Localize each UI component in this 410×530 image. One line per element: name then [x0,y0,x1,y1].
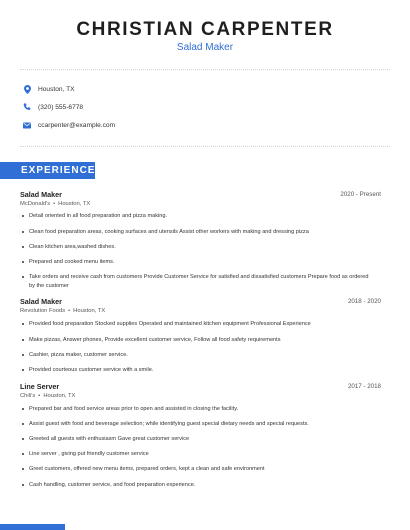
job-bullet: Assist guest with food and beverage selection; while identifying guest special dietary needs and special requests. [22,420,372,429]
job-bullet: Take orders and receive cash from customers Provide Customer Service for satisfied and dissatisfied customers Prepare food as ordered by the customer [22,273,372,291]
mail-icon [22,119,32,131]
job-bullet: Cashier, pizza maker, customer service. [22,351,372,360]
separator-dot: • [68,308,71,314]
contact-location-text: Houston, TX [38,85,75,93]
separator-dot: • [53,201,56,207]
job-bullet: Cash handling, customer service, and food preparation experience. [22,481,372,490]
job-title: Salad Maker [20,190,62,199]
job-bullet: Provided courteous customer service with a smile. [22,366,372,375]
job-dates: 2020 - Present [340,191,381,198]
job-bullet: Make pizzas, Answer phones, Provide excellent customer service, Follow all food safety requirements [22,336,372,345]
job-bullet: Provided food preparation Stocked supplies Operated and maintained kitchen equipment Professional Experience [22,320,372,329]
contact-location [22,82,75,96]
job-bullet: Clean kitchen area,washed dishes. [22,243,372,252]
contact-phone [22,100,83,114]
job-location: Houston, TX [73,308,106,314]
job-company-line [20,393,75,399]
job-dates: 2017 - 2018 [347,383,381,390]
job-bullet: Line server , giving put friendly customer service [22,450,372,459]
contact-divider [20,146,390,147]
job-company: Chili's [20,393,36,399]
job-bullet: Greeted all guests with enthusiasm Gave great customer service [22,435,372,444]
header-divider [20,69,390,70]
job-company-line [20,308,105,314]
job-bullet: Prepared bar and food service areas prior to open and assisted in closing the facility. [22,405,372,414]
job-company: Revolution Foods [20,308,66,314]
job-bullet: Clean food preparation areas, cooking surfaces and utensils Assist other workers with making and dressing pizza [22,228,372,237]
job-company: McDonald's [20,201,51,207]
job-company-line [20,201,90,207]
job-title: Salad Maker [20,297,62,306]
section-heading-next [0,524,65,530]
job-location: Houston, TX [58,201,91,207]
separator-dot: • [38,393,41,399]
resume-name: CHRISTIAN CARPENTER [76,19,334,40]
resume-job-title: Salad Maker [176,42,234,53]
job-bullet: Detail oriented in all food preparation and pizza making. [22,212,372,221]
contact-email-text[interactable]: ccarpenter@example.com [38,121,116,129]
phone-icon [22,101,32,113]
job-location: Houston, TX [43,393,76,399]
section-heading-experience: EXPERIENCE [0,162,95,179]
contact-email [22,118,115,132]
job-bullet: Prepared and cooked menu items. [22,258,372,267]
map-pin-icon [22,83,32,95]
contact-phone-text[interactable]: (320) 555-6778 [38,103,84,111]
job-bullet: Greet customers, offered new menu items, prepared orders, kept a clean and safe environment [22,465,372,474]
job-title: Line Server [20,382,60,391]
job-dates: 2018 - 2020 [347,298,381,305]
